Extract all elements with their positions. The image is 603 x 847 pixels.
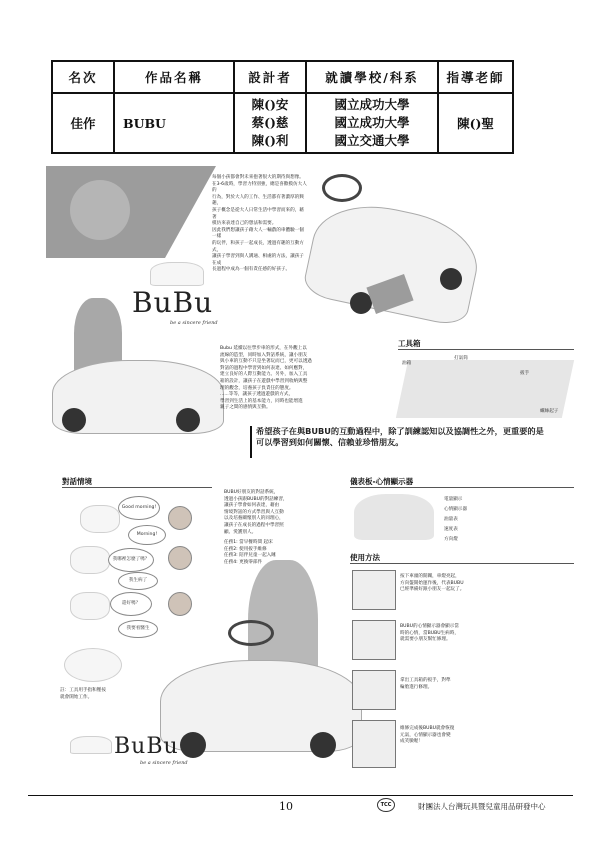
header-work: 作品名稱 (114, 61, 234, 93)
description-paragraph: Bubu 延續以往學步車的形式，在外觀上以 流線的造型，同時加入對話系統，讓小朋友 與小車的互動不只是坐著玩而已，更可以透過 對話的過程中學習到如何表達、如何應對， 建立良好的人際互動能力。另外，加入工具 箱的設計，讓孩子在遊戲中學習到收納與整 理的觀念，培養孩子負責任的態度。 ......等等，讓孩子透過遊戲的方式， 學習到生活上的基本能力，同時也能增進 親子之間的感情與互動。 (220, 346, 312, 411)
toolbox-label-fuel: 油箱 (402, 361, 412, 366)
car-render-large (300, 172, 480, 332)
dialog-bubble: 我哪裡怎麼了嗎？ (108, 548, 154, 572)
dialog-bubble: Good morning! (118, 496, 160, 520)
award-table (51, 60, 514, 154)
dashboard-label: 方向燈 (444, 537, 458, 542)
bubu-logo: BuBu (114, 734, 179, 759)
usage-title: 使用方法 (350, 553, 380, 562)
dashboard-title: 儀表板-心情顯示器 (350, 477, 414, 486)
dashboard-label: 速度表 (444, 527, 458, 532)
boy-on-car-photo (52, 290, 232, 450)
usage-step-text: 按下車頭的開關，車燈亮起， 方向盤開始運作後，代表BUBU 已經準備好跟小朋友一起玩了。 (400, 574, 465, 593)
header-rank: 名次 (52, 61, 114, 93)
wheel-icon (310, 732, 336, 758)
steering-wheel-icon (322, 174, 362, 202)
usage-step-text: 維修完成後BUBU就會恢復 元氣，心情顯示器也會變 成笑臉喔！ (400, 726, 455, 745)
highlight-statement (250, 426, 574, 464)
designer-name: 陳()安 (251, 97, 289, 112)
footer-rule (28, 795, 573, 796)
work-cell: BUBU (114, 93, 234, 153)
bubu-tagline: be a sincere friend (170, 320, 218, 326)
page-number: 10 (279, 800, 293, 813)
car-icon-small (150, 262, 204, 286)
schools-cell (306, 93, 438, 153)
highlight-bar (250, 426, 252, 458)
toolbox-label-pump: 打氣筒 (454, 356, 468, 361)
dashboard-label: 電量顯示 (444, 497, 463, 502)
highlight-line: 希望孩子在與BUBU的互動過程中，除了訓練認知以及協調性之外，更重要的是 (256, 426, 544, 436)
school-name: 國立成功大學 (334, 115, 410, 130)
car-sketch (64, 648, 122, 682)
child-face-icon (168, 546, 192, 570)
family-photo-detail (70, 180, 130, 240)
car-body (301, 194, 486, 328)
dashboard-label: 油量表 (444, 517, 458, 522)
designer-name: 蔡()慈 (251, 115, 289, 130)
usage-step-text: 拿出工具箱的扳手，對準 輪胎進行修理。 (400, 678, 451, 690)
dialog-bubble: 我要看醫生 (118, 620, 158, 638)
school-name: 國立成功大學 (334, 97, 410, 112)
highlight-line: 可以學習到如何關懷、信賴並珍惜朋友。 (256, 437, 404, 447)
dialog-bubble: Morning! (128, 525, 166, 545)
usage-step-image (352, 620, 396, 660)
table-row (52, 93, 513, 153)
advisor-cell: 陳()聖 (438, 93, 513, 153)
dialog-caption: 註：工具用手指和壓按 就會開始工作。 (60, 688, 106, 700)
toolbox-title: 工具箱 (398, 339, 421, 348)
rank-cell: 佳作 (52, 93, 114, 153)
toolbox-label-wrench: 扳手 (520, 371, 530, 376)
dashboard-rule (350, 487, 574, 488)
designers-cell (234, 93, 306, 153)
footer-organization: 財團法人台灣玩具暨兒童用品研發中心 (418, 802, 546, 811)
bubu-logo: BuBu (132, 286, 214, 319)
dialog-bubble: 我生病了 (118, 572, 158, 590)
school-name: 國立交通大學 (334, 133, 410, 148)
dialog-car-1 (80, 505, 120, 533)
wheel-icon (176, 408, 200, 432)
story-paragraph: BUBU好朋友的對話系統， 透過小孩跟BUBU的對話練習， 讓孩子學會如何表達，藉由 情境對話的方式學習與人互動 以及培養關懷別人的同理心， 讓孩子在成長的過程中學習照 顧、愛護別人。 任務1: 當早餐時間 起床 任務2: 使用扳手維修 任務3: 陪伴兒童一起入睡 任務4: 更換零部件 (224, 490, 288, 565)
dialog-car-2 (70, 546, 110, 574)
usage-step-image (352, 670, 396, 710)
designer-name: 陳()利 (251, 133, 289, 148)
header-school: 就讀學校/科系 (306, 61, 438, 93)
car-icon-small (70, 736, 112, 754)
tcc-logo-icon: TCC (377, 798, 395, 812)
header-advisor: 指導老師 (438, 61, 513, 93)
dialog-title: 對話情境 (62, 477, 92, 486)
child-face-icon (168, 592, 192, 616)
car-render-bottom (160, 620, 370, 770)
usage-step-image (352, 570, 396, 610)
dialog-rule (62, 487, 212, 488)
wheel-icon (180, 732, 206, 758)
dashboard-photo (354, 494, 434, 540)
dialog-bubble: 還好嗎？ (110, 592, 152, 616)
steering-wheel-icon (228, 620, 274, 646)
usage-step-image (352, 720, 396, 768)
usage-rule (350, 563, 574, 564)
intro-paragraph: 每個小孩都會對未來抱著很大的期待與想像。 在3-6歲時，學習力特別強，總是喜歡模仿大人的 行為，對於大人的工作、生活都有著濃厚的興趣， 孩子概念是從大人日常生活中學習而來的，藉著 模仿來表達自己的想法和需要。 因此我們想讓孩子藉大人一輛戲的車體驗一個一樣 的玩伴，和孩子一起成長，透過有趣的互動方式， 讓孩子學習到與人溝通、相處的方法，讓孩子在成 長過程中成為一個有責任感的好孩子。 (212, 175, 307, 273)
toolbox-rule (398, 349, 574, 350)
header-designer: 設計者 (234, 61, 306, 93)
child-face-icon (168, 506, 192, 530)
wheel-icon (62, 408, 86, 432)
toolbox-label-screwdriver: 螺絲起子 (540, 409, 559, 414)
bubu-tagline: be a sincere friend (140, 760, 188, 766)
dialog-car-3 (70, 592, 110, 620)
wheel-icon (440, 268, 462, 290)
dashboard-label: 心情顯示器 (444, 507, 467, 512)
table-header-row (52, 61, 513, 93)
usage-step-text: BUBU的心情顯示器會顯示當 時的心情，當BUBU生病時， 就需要小朋友幫忙修理。 (400, 624, 459, 643)
